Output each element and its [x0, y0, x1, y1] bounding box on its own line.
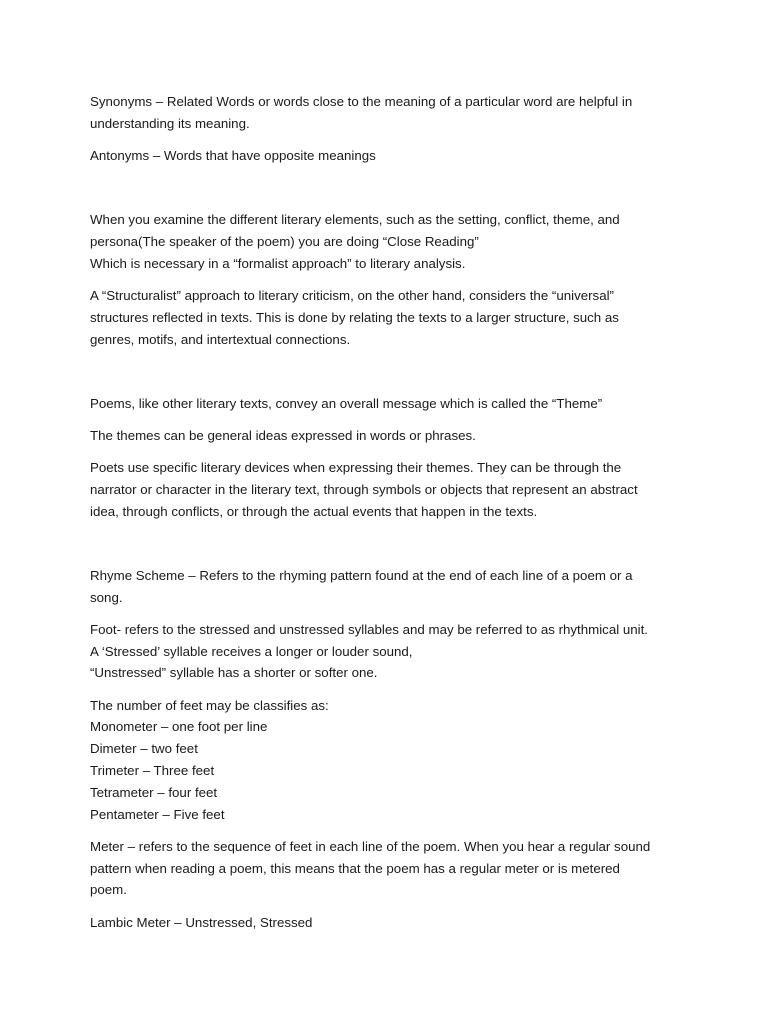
- text-line: Meter – refers to the sequence of feet in each line of the poem. When you hear a regular sound: [90, 838, 651, 854]
- section-prosody: [90, 565, 690, 934]
- text-line: Lambic Meter – Unstressed, Stressed: [90, 914, 313, 930]
- text-line: When you examine the different literary elements, such as the setting, conflict, theme, and: [90, 212, 620, 228]
- paragraph-close-reading: [90, 209, 690, 274]
- paragraph-theme-devices: [90, 457, 690, 522]
- text-line: A “Structuralist” approach to literary criticism, on the other hand, considers the “universal”: [90, 287, 614, 303]
- paragraph-rhyme-scheme: [90, 565, 690, 609]
- section-vocabulary: [90, 91, 690, 167]
- paragraph-antonyms: [90, 145, 690, 167]
- text-line: Foot- refers to the stressed and unstressed syllables and may be referred to as rhythmical unit.: [90, 621, 648, 637]
- section-spacer: [90, 177, 690, 209]
- text-line: Poems, like other literary texts, convey an overall message which is called the “Theme”: [90, 395, 603, 411]
- text-line: Which is necessary in a “formalist approach” to literary analysis.: [90, 255, 466, 271]
- paragraph-theme-ideas: [90, 425, 690, 447]
- section-spacer: [90, 361, 690, 393]
- text-line: structures reflected in texts. This is done by relating the texts to a larger structure, such as: [90, 309, 619, 325]
- paragraph-feet-list: [90, 695, 690, 826]
- text-line: song.: [90, 589, 123, 605]
- list-item: Trimeter – Three feet: [90, 763, 215, 779]
- text-line: pattern when reading a poem, this means that the poem has a regular meter or is metered: [90, 860, 620, 876]
- section-approaches: [90, 209, 690, 350]
- paragraph-foot: [90, 619, 690, 684]
- section-theme: [90, 393, 690, 523]
- text-line: The themes can be general ideas expressed in words or phrases.: [90, 427, 476, 443]
- list-item: Dimeter – two feet: [90, 741, 198, 757]
- paragraph-structuralist: [90, 285, 690, 350]
- text-line: Rhyme Scheme – Refers to the rhyming pattern found at the end of each line of a poem or a: [90, 567, 633, 583]
- text-line: A ‘Stressed’ syllable receives a longer or louder sound,: [90, 643, 413, 659]
- text-line: narrator or character in the literary text, through symbols or objects that represent an abstract: [90, 481, 638, 497]
- paragraph-meter: [90, 836, 690, 901]
- text-line: idea, through conflicts, or through the actual events that happen in the texts.: [90, 503, 538, 519]
- list-item: Tetrameter – four feet: [90, 784, 218, 800]
- text-line: persona(The speaker of the poem) you are doing “Close Reading”: [90, 233, 479, 249]
- list-item: Monometer – one foot per line: [90, 719, 268, 735]
- text-line: Antonyms – Words that have opposite meanings: [90, 147, 376, 163]
- text-line: Synonyms – Related Words or words close to the meaning of a particular word are helpful in: [90, 94, 633, 109]
- text-line: understanding its meaning.: [90, 115, 250, 131]
- paragraph-lambic-meter: [90, 912, 690, 934]
- text-line: The number of feet may be classifies as:: [90, 697, 329, 713]
- text-line: genres, motifs, and intertextual connections.: [90, 331, 351, 347]
- text-line: poem.: [90, 882, 127, 898]
- paragraph-theme-intro: [90, 393, 690, 415]
- text-line: Poets use specific literary devices when expressing their themes. They can be through the: [90, 460, 622, 476]
- paragraph-synonyms: [90, 91, 690, 135]
- list-item: Pentameter – Five feet: [90, 806, 225, 822]
- section-spacer: [90, 533, 690, 565]
- document-page: [90, 91, 690, 944]
- text-line: “Unstressed” syllable has a shorter or softer one.: [90, 665, 378, 681]
